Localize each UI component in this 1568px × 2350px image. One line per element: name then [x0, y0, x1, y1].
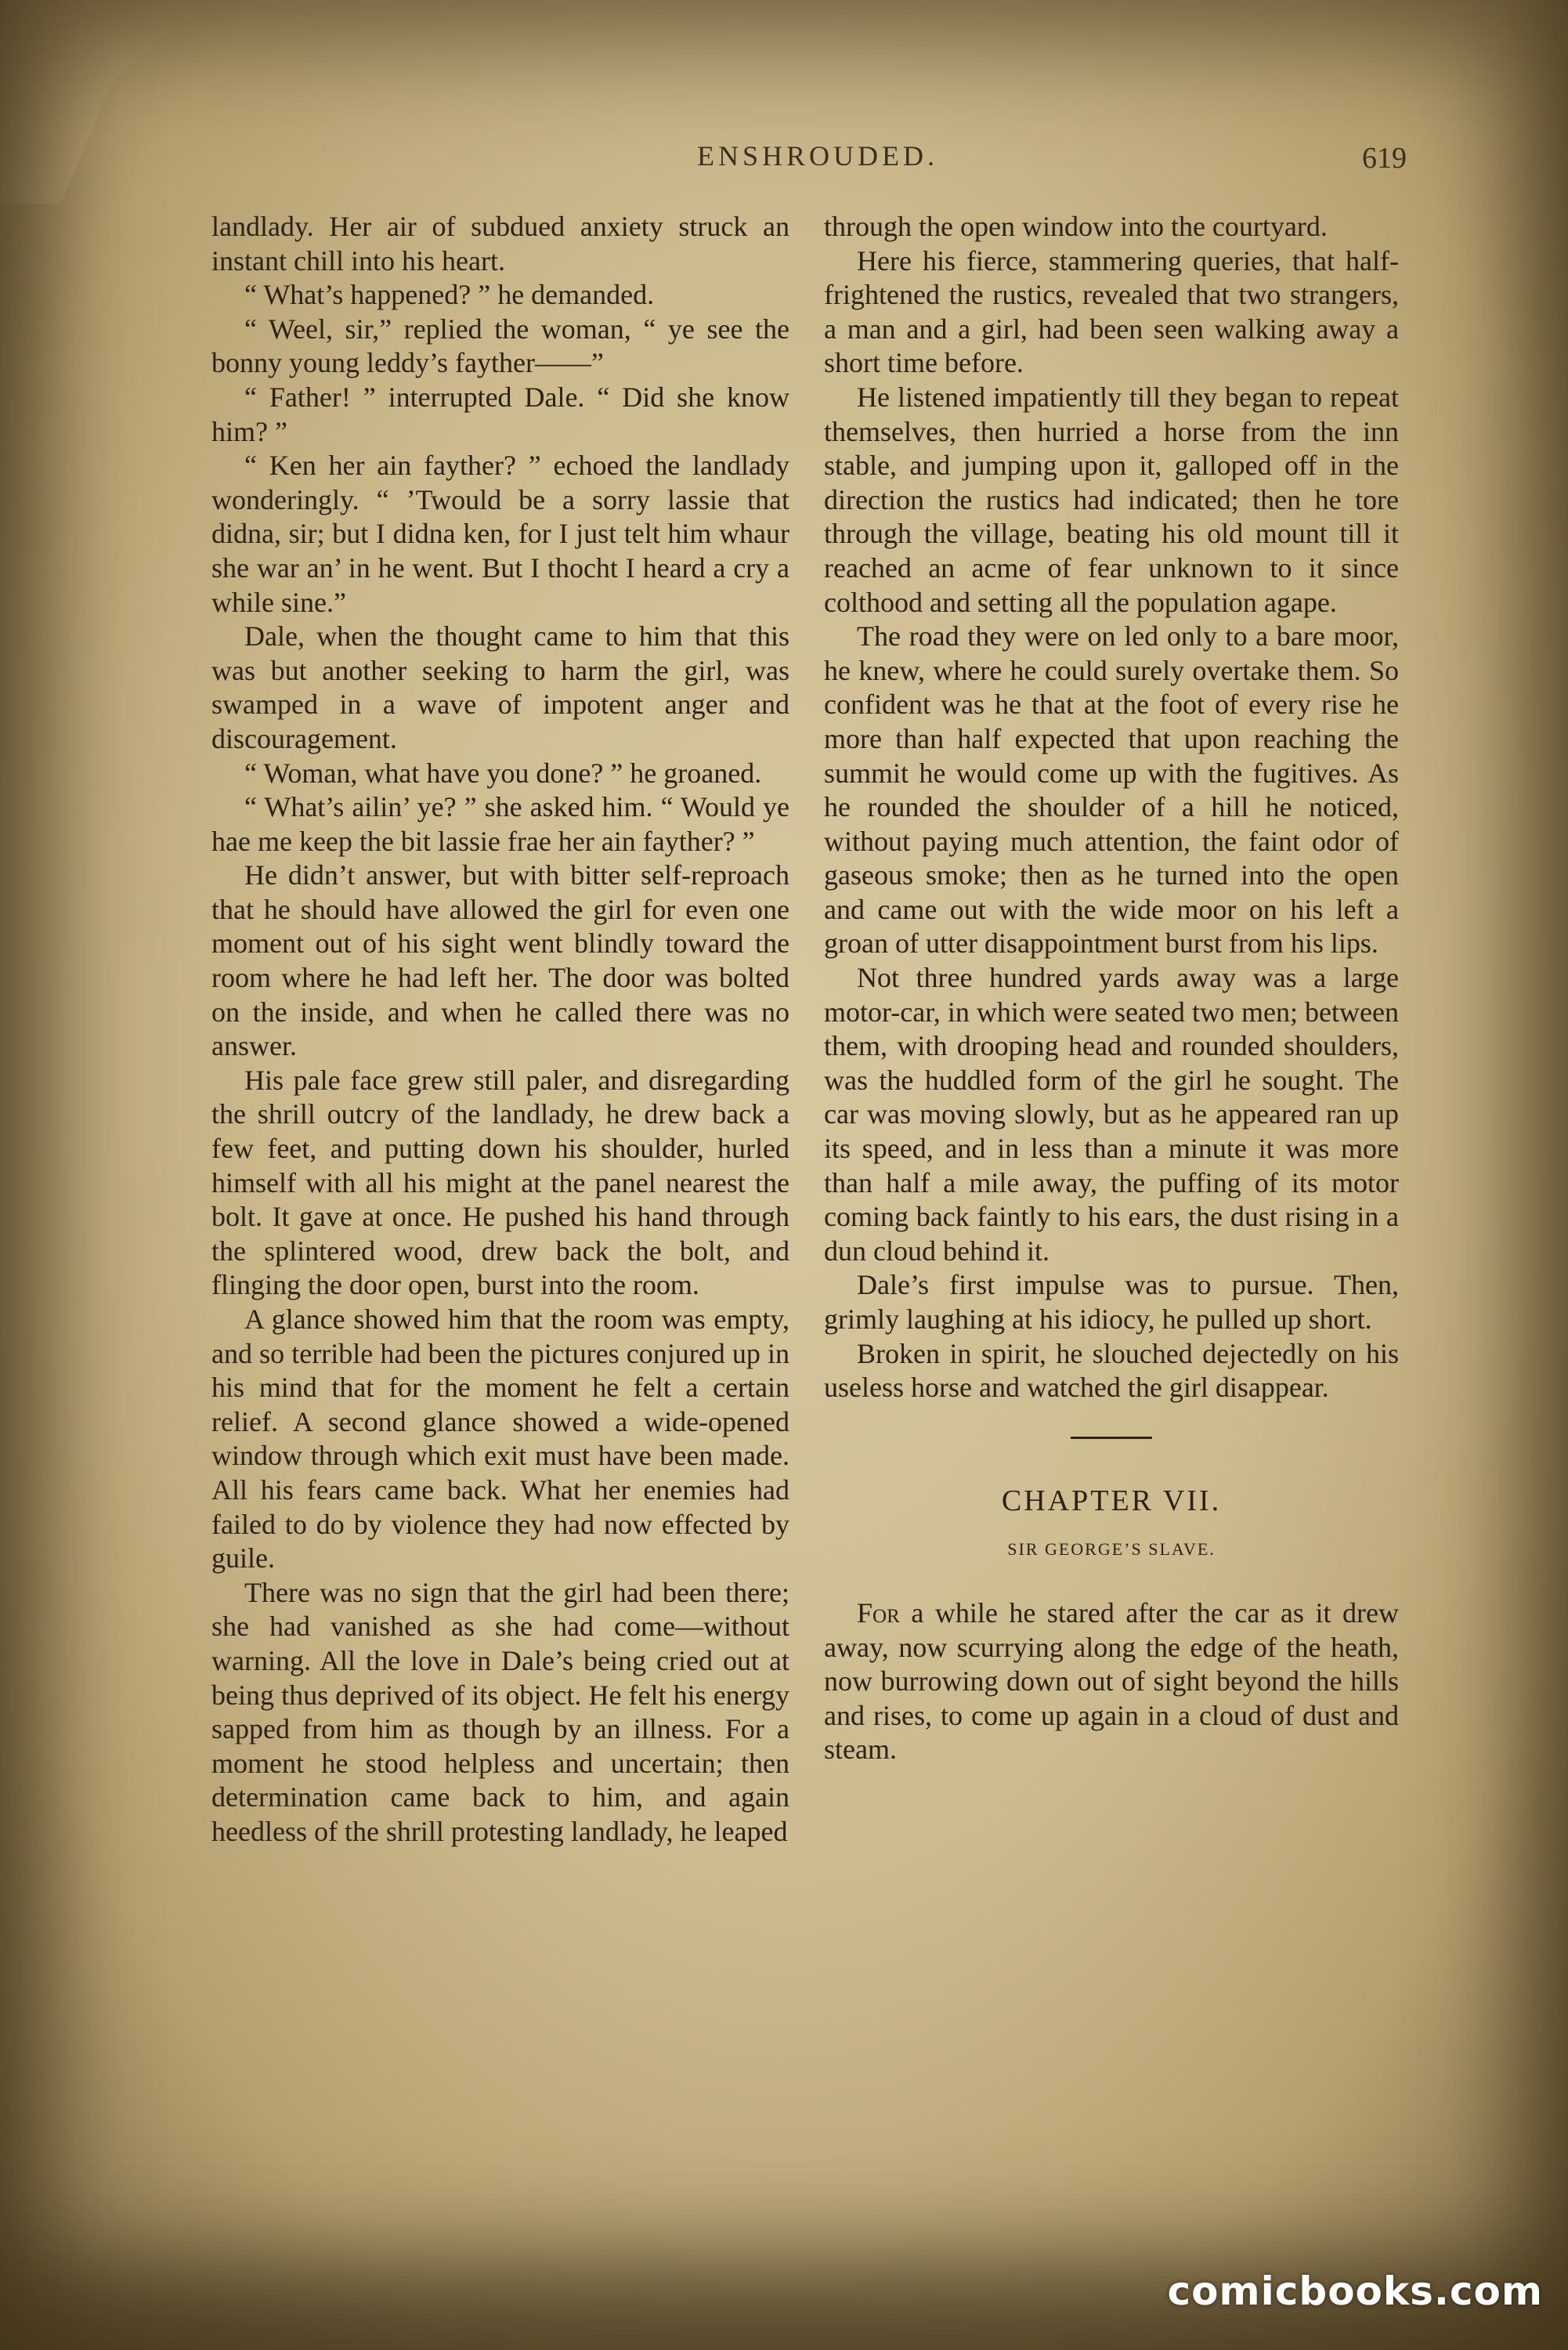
paragraph: landlady. Her air of subdued anxiety struck an instant chill into his heart. [211, 211, 789, 277]
paragraph: “ Ken her ain fayther? ” echoed the landlady wonderingly. “ ’Twould be a sorry lassie that didna, sir; but I didna ken, for I just telt him whaur she war an’ in he went. But I thocht I heard a cry a while sine.” [211, 450, 789, 618]
page-number: 619 [1362, 142, 1407, 175]
paragraph: through the open window into the courtyard. [824, 211, 1328, 242]
paragraph: “ Weel, sir,” replied the woman, “ ye see the bonny young leddy’s fayther——” [211, 313, 789, 379]
site-watermark: comicbooks.com [1167, 2269, 1543, 2314]
paragraph: A glance showed him that the room was empty, and so terrible had been the pictures conjured up in his mind that for the moment he felt a certain relief. A second glance showed a wide-opened window through which exit must have been made. All his fears came back. What her enemies had failed to do by violence they had now effected by guile. [211, 1303, 789, 1574]
paragraph: Here his fierce, stammering queries, that half-frightened the rustics, revealed that two strangers, a man and a girl, had been seen walking away a short time before. [824, 244, 1399, 379]
paragraph: He didn’t answer, but with bitter self-reproach that he should have allowed the girl for even one moment out of his sight went blindly toward the room where he had left her. The door was bolted on the inside, and when he called there was no answer. [211, 859, 789, 1062]
paragraph: The road they were on led only to a bare moor, he knew, where he could surely overtake them. So confident was he that at the foot of every rise he more than half expected that upon reaching the summit he would come up with the fugitives. As he rounded the shoulder of a hill he noticed, without paying much attention, the faint odor of gaseous smoke; then as he turned into the open and came out with the wide moor on his left a groan of utter disappointment burst from his lips. [824, 620, 1399, 960]
section-divider [1071, 1437, 1152, 1439]
torn-corner [0, 0, 204, 204]
paragraph: Dale, when the thought came to him that this was but another seeking to harm the girl, was swamped in a wave of impotent anger and discouragement. [211, 620, 789, 754]
right-column [824, 210, 1399, 1767]
paragraph: Broken in spirit, he slouched dejectedly on his useless horse and watched the girl disappear. [824, 1337, 1399, 1404]
paragraph: Dale’s first impulse was to pursue. Then, grimly laughing at his idiocy, he pulled up short. [824, 1269, 1399, 1335]
opening-text: a while he stared after the car as it drew away, now scurrying along the edge of the heath, now burrowing down out of sight beyond the hills and rises, to come up again in a cloud of dust and steam. [824, 1596, 1399, 1766]
chapter-opening-paragraph [824, 1596, 1399, 1767]
chapter-subtitle: SIR GEORGE’S SLAVE. [1007, 1539, 1216, 1560]
paragraph: Not three hundred yards away was a large motor-car, in which were seated two men; between them, with drooping head and rounded shoulders, was the huddled form of the girl he sought. The car was moving slowly, but as he appeared ran up its speed, and in less than a minute it was more than half a mile away, the puffing of its motor coming back faintly to his ears, the dust rising in a dun cloud behind it. [824, 962, 1399, 1267]
left-column [211, 210, 789, 1849]
paragraph: “ Woman, what have you done? ” he groaned. [244, 757, 762, 789]
paragraph: “ What’s happened? ” he demanded. [244, 279, 655, 311]
paragraph: “ What’s ailin’ ye? ” she asked him. “ Would ye hae me keep the bit lassie frae her ain fayther? ” [211, 791, 789, 857]
chapter-title: CHAPTER VII. [1001, 1484, 1222, 1517]
running-head: ENSHROUDED. [696, 140, 938, 172]
paragraph: There was no sign that the girl had been there; she had vanished as she had come—without warning. All the love in Dale’s being cried out at being thus deprived of its object. He felt his energy sapped from him as though by an illness. For a moment he stood helpless and uncertain; then determination came back to him, and again heedless of the shrill protesting landlady, he leaped [211, 1576, 789, 1847]
paragraph: He listened impatiently till they began to repeat themselves, then hurried a horse from the inn stable, and jumping upon it, galloped off in the direction the rustics had indicated; then he tore through the village, beating his old mount till it reached an acme of fear unknown to it since colthood and setting all the population agape. [824, 381, 1399, 618]
paragraph: “ Father! ” interrupted Dale. “ Did she know him? ” [211, 381, 789, 447]
paragraph: His pale face grew still paler, and disregarding the shrill outcry of the landlady, he drew back a few feet, and putting down his shoulder, hurled himself with all his might at the panel nearest the bolt. It gave at once. He pushed his hand through the splintered wood, drew back the bolt, and flinging the door open, burst into the room. [211, 1064, 789, 1301]
opening-word: For [857, 1596, 900, 1629]
